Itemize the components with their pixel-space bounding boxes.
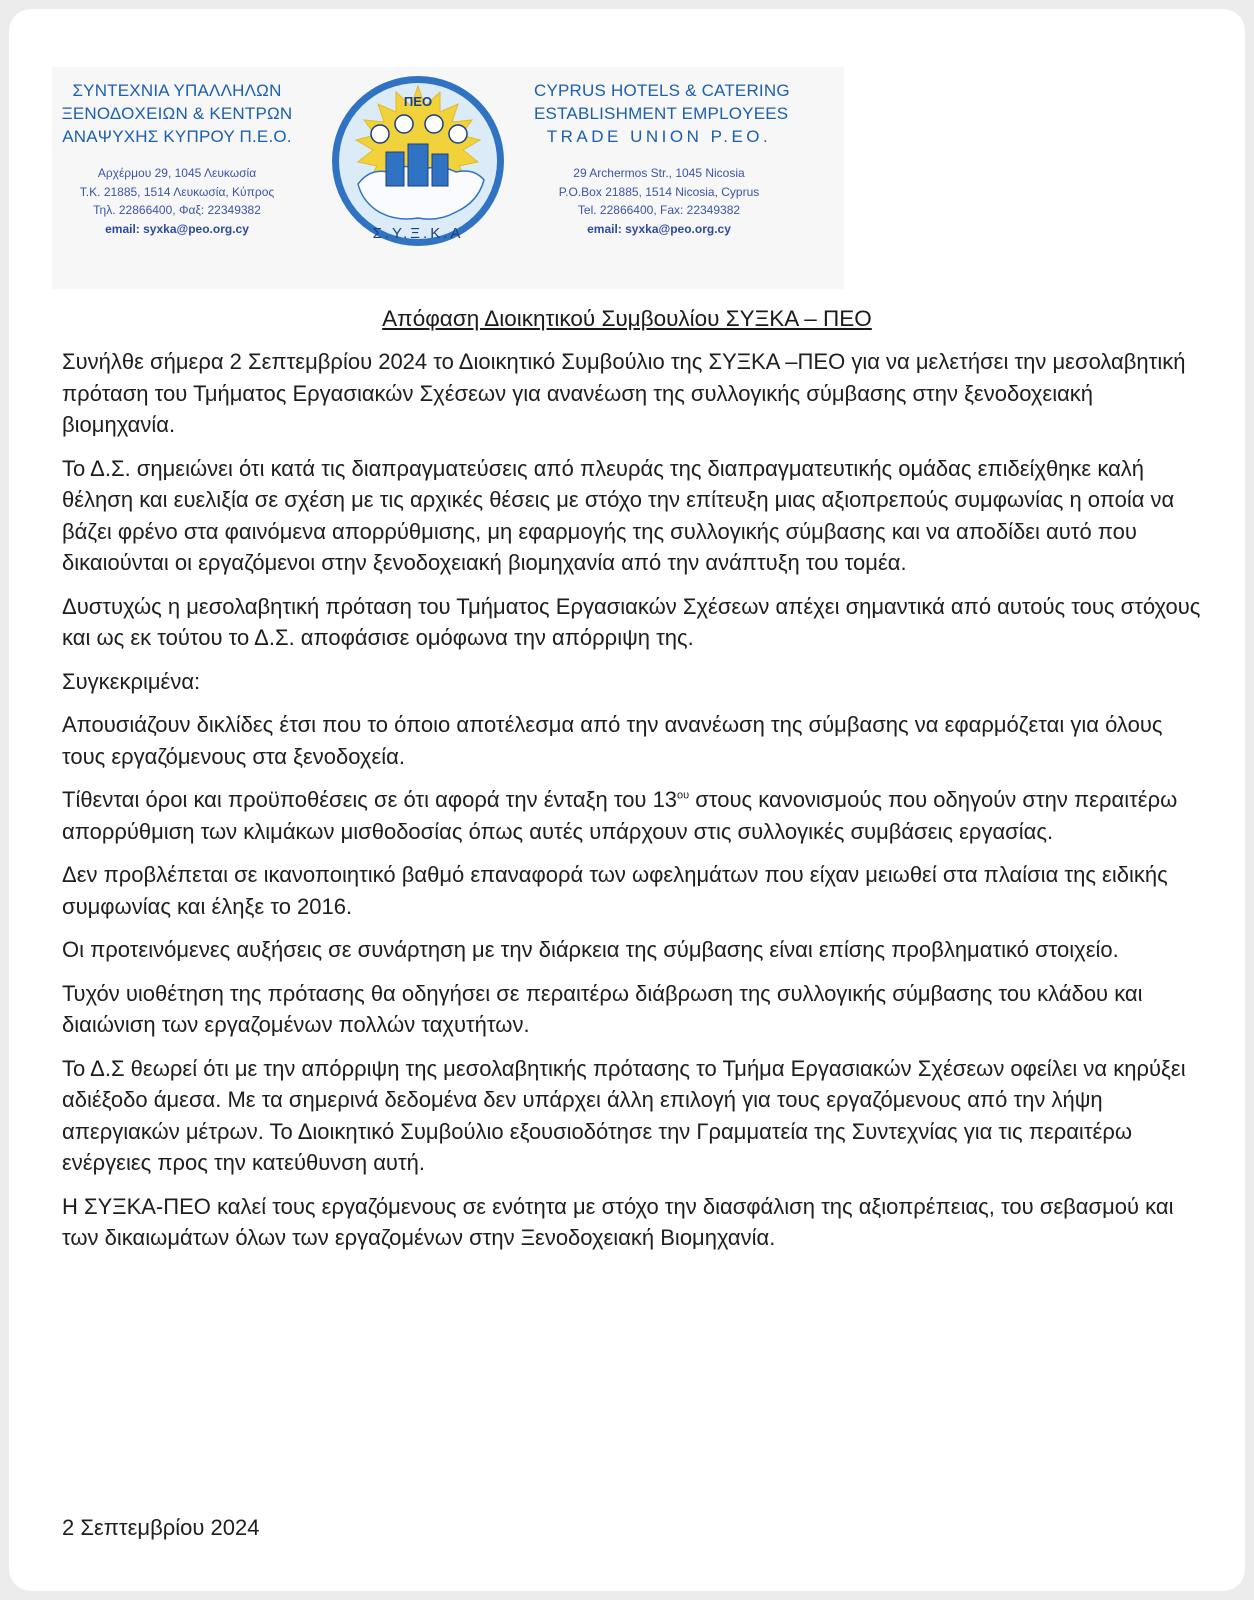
paragraph: Απουσιάζουν δικλίδες έτσι που το όποιο αποτέλεσμα από την ανανέωση της σύμβασης να εφαρμόζεται για όλους τους εργαζόμενους στα ξενοδοχεία. <box>62 712 1163 769</box>
email-greek[interactable]: email: syxka@peo.org.cy <box>105 221 249 236</box>
email-english[interactable]: email: syxka@peo.org.cy <box>587 221 731 236</box>
paragraph: Τυχόν υιοθέτηση της πρότασης θα οδηγήσει σε περαιτέρω διάβρωση της συλλογικής σύμβασης του κλάδου και διαιώνιση των εργαζομένων πολλών ταχυτήτων. <box>62 980 1143 1037</box>
paragraph: Δυστυχώς η μεσολαβητική πρόταση του Τμήματος Εργασιακών Σχέσεων απέχει σημαντικά από αυτούς τους στόχους και ως εκ τούτου το Δ.Σ. αποφάσισε ομόφωνα την απόρριψη της. <box>62 593 1201 650</box>
document-date: 2 Σεπτεμβρίου 2024 <box>62 1515 260 1540</box>
paragraph: Το Δ.Σ. σημειώνει ότι κατά τις διαπραγματεύσεις από πλευράς της διαπραγματευτικής ομάδας επιδείχθηκε καλή θέληση και ευελιξία σε σχέση με τις αρχικές θέσεις με στόχο την επίτευξη μιας αξιοπρεπούς συμφωνίας η οποία να βάζει φρένο στα φαινόμενα απορρύθμισης, μη εφαρμογής της συλλογικής σύμβασης και να αποδίδει αυτό που δικαιούνται οι εργαζόμενοι στην ξενοδοχειακή βιομηχανία από την ανάπτυξη του τομέα. <box>62 455 1175 575</box>
paragraph: Συνήλθε σήμερα 2 Σεπτεμβρίου 2024 το Διοικητικό Συμβούλιο της ΣΥΞΚΑ –ΠΕΟ για να μελετήσει την μεσολαβητική πρόταση του Τμήματος Εργασιακών Σχέσεων για ανανέωση της συλλογικής σύμβασης στην ξενοδοχειακή βιομηχανία. <box>62 349 1186 437</box>
letterhead-english <box>534 79 790 238</box>
paragraph: Τίθενται όροι και προϋποθέσεις σε ότι αφορά την ένταξη του $13^{o\upsilon}$ στους κανονισμούς που οδηγούν στην περαιτέρω απορρύθμιση των κλιμάκων μισθοδοσίας όπως αυτές υπάρχουν στις συλλογικές συμβάσεις εργασίας. <box>62 787 1178 844</box>
union-name-english: CYPRUS HOTELS & CATERING ESTABLISHMENT EMPLOYEES TRADE UNION P.EO. <box>534 81 790 146</box>
paragraph: Η ΣΥΞΚΑ-ΠΕΟ καλεί τους εργαζόμενους σε ενότητα με στόχο την διασφάλιση της αξιοπρέπειας, του σεβασμού και των δικαιωμάτων όλων των εργαζομένων στην Ξενοδοχειακή Βιομηχανία. <box>62 1193 1174 1250</box>
svg-text:Σ.Υ.Ξ.Κ.Α: Σ.Υ.Ξ.Κ.Α <box>372 225 464 242</box>
union-name-greek: ΣΥΝΤΕΧΝΙΑ ΥΠΑΛΛΗΛΩΝ ΞΕΝΟΔΟΧΕΙΩΝ & ΚΕΝΤΡΩΝ ΑΝΑΨΥΧΗΣ ΚΥΠΡΟΥ Π.Ε.Ο. <box>61 81 293 146</box>
ordinal-superscript: ου <box>677 789 690 802</box>
paragraph-heading: Συγκεκριμένα: <box>62 668 201 694</box>
seal-icon <box>328 72 508 250</box>
union-seal-logo <box>328 72 508 250</box>
paragraph: Δεν προβλέπεται σε ικανοποιητικό βαθμό επαναφορά των ωφελημάτων που είχαν μειωθεί στα πλαίσια της ειδικής συμφωνίας και έληξε το 2016. <box>62 862 1168 919</box>
document-body <box>62 346 1202 1266</box>
paragraph: Οι προτεινόμενες αυξήσεις σε συνάρτηση με την διάρκεια της σύμβασης είναι επίσης προβληματικό στοιχείο. <box>62 937 1119 962</box>
svg-text:ΠΕΟ: ΠΕΟ <box>403 94 433 109</box>
letterhead-greek <box>52 79 302 238</box>
paragraph: Το Δ.Σ θεωρεί ότι με την απόρριψη της μεσολαβητικής πρότασης το Τμήμα Εργασιακών Σχέσεων οφείλει να κηρύξει αδιέξοδο άμεσα. Με τα σημερινά δεδομένα δεν υπάρχει άλλη επιλογή για τους εργαζόμενους από την λήψη απεργιακών μέτρων. Το Διοικητικό Συμβούλιο εξουσιοδότησε την Γραμματεία της Συντεχνίας για τις περαιτέρω ενέργειες προς την κατεύθυνση αυτή. <box>62 1055 1186 1175</box>
letterhead <box>52 67 844 289</box>
address-english: 29 Archermos Str., 1045 Nicosia P.O.Box 21885, 1514 Nicosia, Cyprus Tel. 22866400, Fax: 22349382 email: syxka@peo.org.cy <box>534 164 784 238</box>
document-title: Απόφαση Διοικητικού Συμβουλίου ΣΥΞΚΑ – ΠΕΟ <box>382 306 872 331</box>
address-greek: Αρχέρμου 29, 1045 Λευκωσία Τ.Κ. 21885, 1514 Λευκωσία, Κύπρος Τηλ. 22866400, Φαξ: 22349382 email: syxka@peo.org.cy <box>52 164 302 238</box>
